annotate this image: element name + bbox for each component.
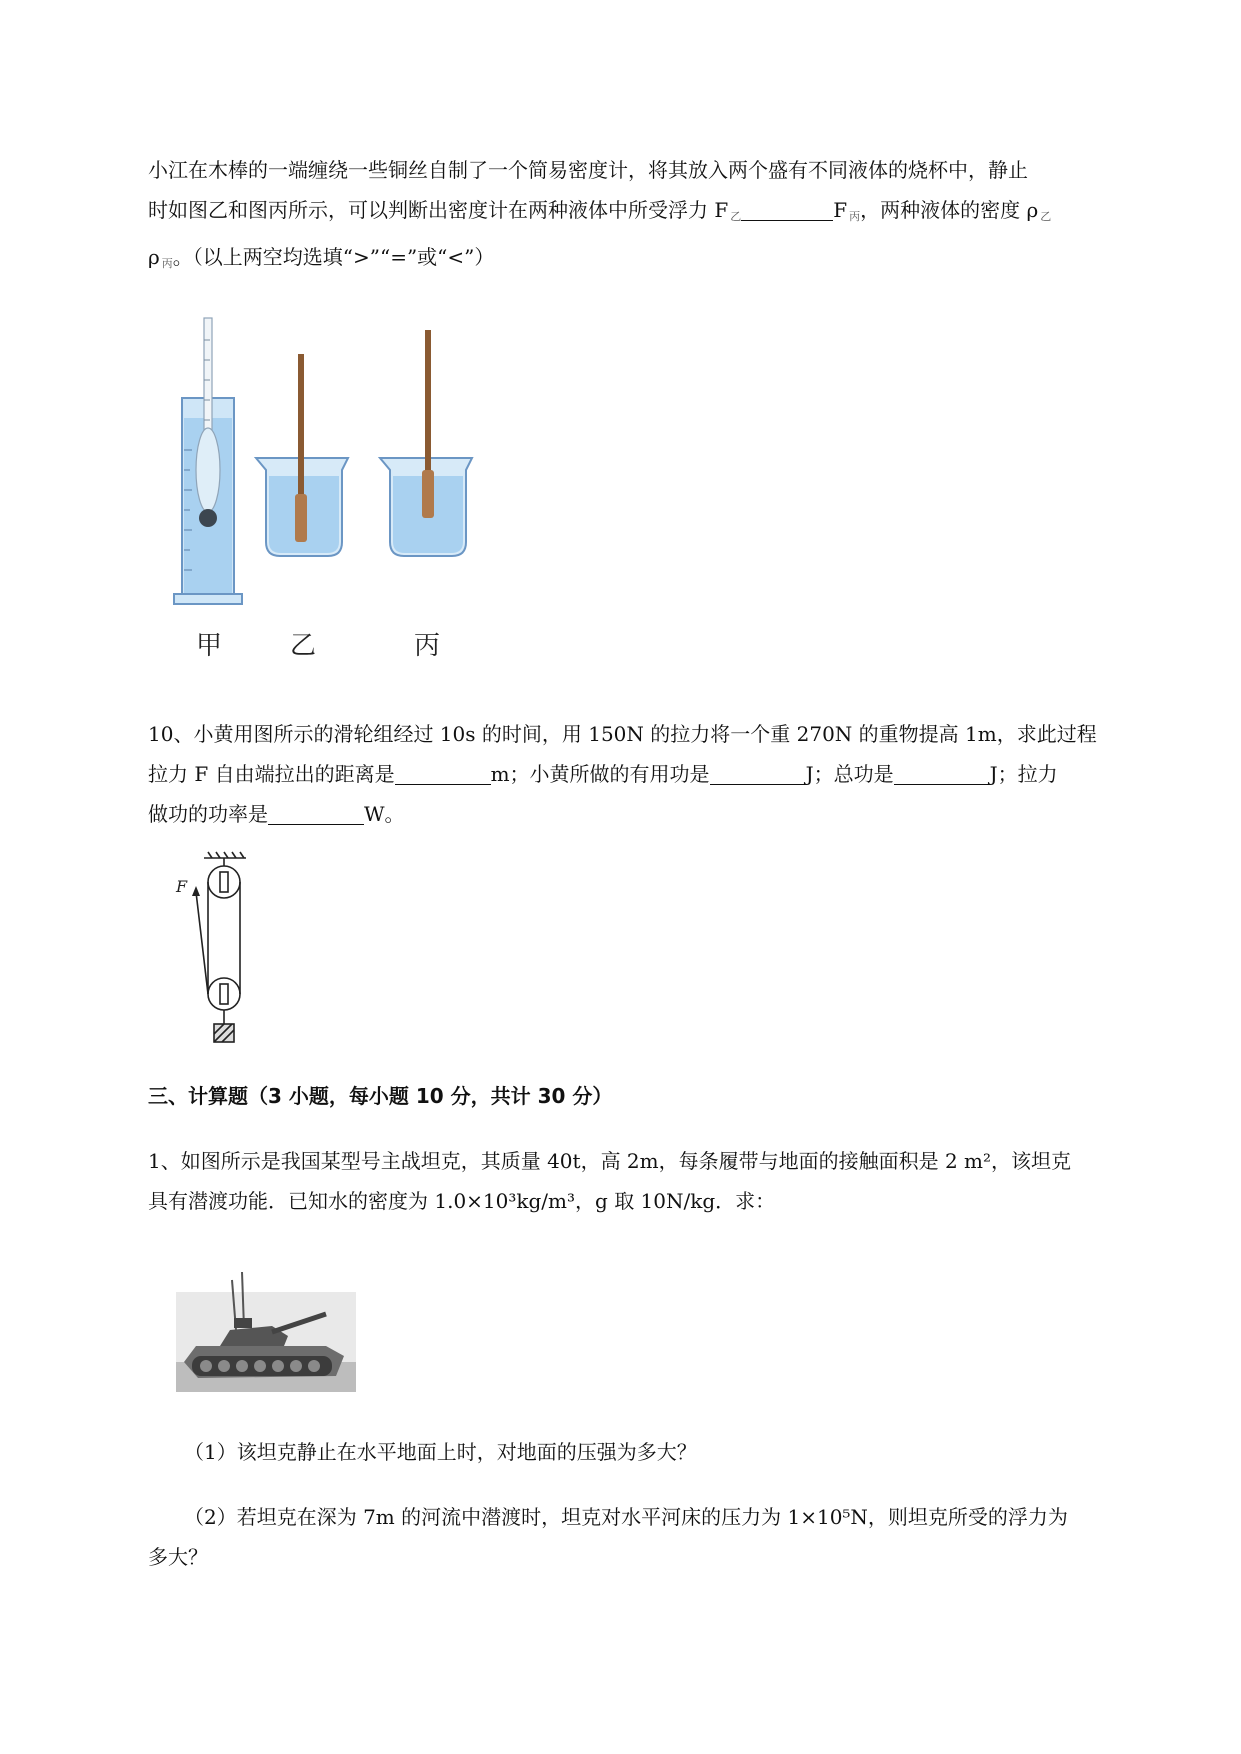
pulley-system: [192, 852, 246, 1042]
beaker-yi: [256, 354, 348, 556]
q10-line2d: J；拉力: [989, 762, 1058, 786]
force-label-f: F: [176, 877, 188, 896]
q9-sub-yi-2: 乙: [1040, 210, 1052, 223]
answer-blank-distance[interactable]: [395, 758, 491, 785]
q9-text: [148, 150, 1150, 284]
q9-sub-bing-2: 丙: [161, 257, 173, 270]
label-yi: 乙: [290, 631, 317, 661]
c1-line1: 1、如图所示是我国某型号主战坦克，其质量 40t，高 2m，每条履带与地面的接触面积是 2 m²，该坦克: [148, 1149, 1072, 1173]
answer-blank-power[interactable]: [268, 798, 364, 825]
c1-sub2: [148, 1497, 1150, 1577]
label-bing: 丙: [414, 631, 441, 661]
q9-line3b: 。（以上两空均选填“>”“=”或“<”）: [172, 245, 495, 269]
q10-line2c: J；总功是: [805, 762, 894, 786]
section-heading: 三、计算题（3 小题，每小题 10 分，共计 30 分）: [148, 1084, 613, 1108]
q9-line2b: F: [833, 198, 848, 222]
c1-line2: 具有潜渡功能．已知水的密度为 1.0×10³kg/m³，g 取 10N/kg．求：: [148, 1189, 776, 1213]
pulley-figure: [168, 850, 268, 1050]
q10-line3b: W。: [364, 802, 405, 826]
q10-line1: 10、小黄用图所示的滑轮组经过 10s 的时间，用 150N 的拉力将一个重 270N 的重物提高 1m，求此过程: [148, 722, 1097, 746]
answer-blank-1[interactable]: [741, 194, 833, 221]
q9-line1: 小江在木棒的一端缠绕一些铜丝自制了一个简易密度计，将其放入两个盛有不同液体的烧杯中，静止: [148, 158, 1028, 182]
q10-line2a: 拉力 F 自由端拉出的距离是: [148, 762, 395, 786]
measuring-cylinder: [174, 318, 242, 604]
answer-blank-useful-work[interactable]: [710, 758, 806, 785]
q10-text: [148, 714, 1150, 834]
q9-line3a: ρ: [148, 245, 160, 269]
q10-line2b: m；小黄所做的有用功是: [490, 762, 710, 786]
q9-line2a: 时如图乙和图丙所示，可以判断出密度计在两种液体中所受浮力 F: [148, 198, 729, 222]
q9-sub-yi: 乙: [730, 210, 742, 223]
c1-sub2-line1: （2）若坦克在深为 7m 的河流中潜渡时，坦克对水平河床的压力为 1×10⁵N，则坦克所受的浮力为: [184, 1505, 1068, 1529]
q10-line3a: 做功的功率是: [148, 802, 268, 826]
q9-sub-bing: 丙: [849, 210, 861, 223]
beaker-bing: [380, 330, 472, 556]
q9-line2c: ，两种液体的密度 ρ: [860, 198, 1039, 222]
c1-sub1: （1）该坦克静止在水平地面上时，对地面的压强为多大？: [184, 1440, 697, 1464]
c1-text: [148, 1141, 1150, 1221]
answer-blank-total-work[interactable]: [894, 758, 990, 785]
tank-image: [176, 1252, 356, 1392]
label-jia: 甲: [196, 631, 223, 661]
hydrometer-figure: [170, 310, 540, 670]
c1-sub2-line2: 多大？: [148, 1545, 208, 1569]
